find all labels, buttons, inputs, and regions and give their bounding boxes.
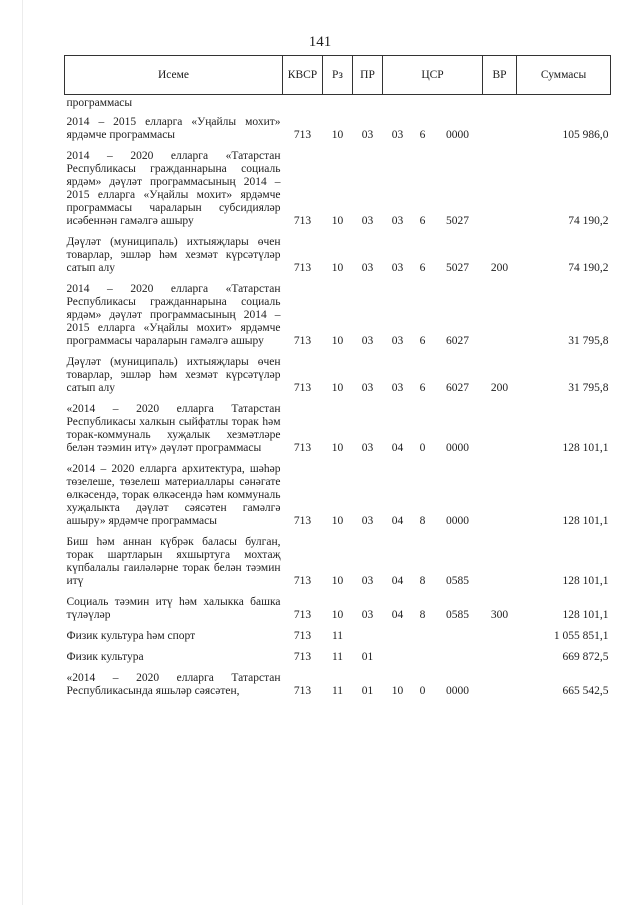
row-sum: 128 101,1: [562, 575, 609, 587]
row-sum: 1 055 851,1: [553, 630, 609, 642]
row-csr-1: 03: [391, 382, 404, 394]
row-rz: 10: [331, 442, 344, 454]
row-csr-1: 03: [391, 215, 404, 227]
row-vr: [483, 647, 517, 668]
header-csr: ЦСР: [383, 56, 483, 95]
row-kvsr: 713: [293, 515, 312, 527]
row-name: Социаль тәэмин итү һәм халыкка башка түләүләр: [66, 596, 281, 621]
row-sum: 74 190,2: [568, 262, 609, 274]
row-pr: [353, 95, 383, 113]
row-pr: 01: [361, 685, 374, 697]
row-pr: 03: [361, 129, 374, 141]
row-kvsr: 713: [293, 630, 312, 642]
row-csr-3: 0000: [446, 515, 470, 527]
header-name: Исеме: [65, 56, 283, 95]
row-sum: 128 101,1: [562, 515, 609, 527]
row-rz: 10: [331, 515, 344, 527]
header-rz: Рз: [323, 56, 353, 95]
row-pr: 01: [361, 651, 374, 663]
header-sum: Суммасы: [517, 56, 611, 95]
row-csr-2: 6: [419, 335, 426, 347]
row-vr: [483, 459, 517, 532]
table-row: [65, 232, 611, 279]
row-csr-2: 6: [419, 382, 426, 394]
row-sum: 128 101,1: [562, 442, 609, 454]
table-row: [65, 668, 611, 702]
row-csr-1: [383, 95, 413, 113]
header-kvsr: КВСР: [283, 56, 323, 95]
row-name: Физик культура: [66, 651, 144, 663]
row-kvsr: 713: [293, 575, 312, 587]
row-name: «2014 – 2020 елларга архитектура, шәһәр төзелеше, төзелеш материаллары сәнәгате өлкәсендә, торак өлкәсендә һәм коммуналь хуҗалыкта дәүләт сәясәтен гамәлгә ашыру» ярдәмче программасы: [66, 463, 281, 527]
row-csr-3: [433, 647, 483, 668]
row-sum: 31 795,8: [568, 382, 609, 394]
row-kvsr: 713: [293, 335, 312, 347]
row-csr-3: [433, 95, 483, 113]
row-csr-3: 0000: [446, 129, 470, 141]
table-row: [65, 112, 611, 146]
row-csr-2: 8: [419, 575, 426, 587]
row-name: 2014 – 2020 елларга «Татарстан Республикасы гражданнарына социаль ярдәм» дәүләт программасының 2014 – 2015 елларга «Уңайлы мохит» ярдәмче программасы чараларын субсидияләр исәбеннән гамәлгә ашыру: [66, 150, 281, 227]
row-name: программасы: [66, 97, 133, 109]
row-rz: 11: [331, 630, 344, 642]
row-csr-2: 6: [419, 262, 426, 274]
table-row: [65, 95, 611, 113]
row-pr: 03: [361, 442, 374, 454]
row-vr: [483, 146, 517, 232]
row-csr-3: 0000: [446, 442, 470, 454]
row-vr: [483, 532, 517, 592]
row-pr: 03: [361, 262, 374, 274]
row-kvsr: 713: [293, 262, 312, 274]
scan-edge-line: [22, 0, 23, 905]
row-csr-3: 0585: [446, 575, 470, 587]
row-csr-1: 10: [391, 685, 404, 697]
table-row: [65, 532, 611, 592]
row-csr-3: 5027: [446, 262, 470, 274]
row-pr: [353, 626, 383, 647]
row-sum: 31 795,8: [568, 335, 609, 347]
row-vr: [483, 399, 517, 459]
table-row: [65, 459, 611, 532]
row-csr-2: 8: [419, 609, 426, 621]
row-name: Дәүләт (муниципаль) ихтыяҗлары өчен товарлар, эшләр һәм хезмәт күрсәтүләр сатып алу: [66, 356, 281, 394]
row-kvsr: 713: [293, 382, 312, 394]
row-vr: [483, 279, 517, 352]
row-pr: 03: [361, 515, 374, 527]
row-csr-3: 0585: [446, 609, 470, 621]
row-sum: 128 101,1: [562, 609, 609, 621]
row-sum: [517, 95, 611, 113]
row-rz: 10: [331, 215, 344, 227]
row-rz: 10: [331, 609, 344, 621]
table-header-row: [65, 56, 611, 95]
row-name: 2014 – 2020 елларга «Татарстан Республикасы гражданнарына социаль ярдәм» дәүләт программасының 2014 – 2015 елларга «Уңайлы мохит» ярдәмче программасы чараларын гамәлгә ашыру: [66, 283, 281, 347]
row-csr-1: 03: [391, 335, 404, 347]
row-rz: 10: [331, 335, 344, 347]
row-kvsr: 713: [293, 215, 312, 227]
row-csr-3: 6027: [446, 335, 470, 347]
row-kvsr: 713: [293, 129, 312, 141]
row-vr: [483, 95, 517, 113]
row-vr: [483, 112, 517, 146]
row-rz: 11: [331, 685, 344, 697]
row-name: «2014 – 2020 елларга Татарстан Республикасында яшьләр сәясәтен,: [66, 672, 281, 697]
row-sum: 669 872,5: [562, 651, 609, 663]
row-kvsr: 713: [293, 651, 312, 663]
row-kvsr: 713: [293, 442, 312, 454]
row-rz: 11: [331, 651, 344, 663]
row-csr-1: 04: [391, 515, 404, 527]
row-name: 2014 – 2015 елларга «Уңайлы мохит» ярдәмче программасы: [66, 116, 281, 141]
row-kvsr: 713: [293, 609, 312, 621]
row-vr: [483, 668, 517, 702]
table-row: [65, 592, 611, 626]
row-rz: 10: [331, 262, 344, 274]
row-csr-2: [413, 626, 433, 647]
table-row: [65, 399, 611, 459]
row-pr: 03: [361, 609, 374, 621]
row-kvsr: 713: [293, 685, 312, 697]
row-rz: 10: [331, 129, 344, 141]
row-pr: 03: [361, 382, 374, 394]
row-kvsr: [283, 95, 323, 113]
row-csr-2: 6: [419, 215, 426, 227]
row-csr-1: 03: [391, 129, 404, 141]
row-csr-2: 0: [419, 685, 426, 697]
row-rz: 10: [331, 575, 344, 587]
row-name: Биш һәм аннан күбрәк баласы булган, торак шартларын яхшыртуга мохтаҗ күпбалалы гаиләләрне торак белән тәэмин итү: [66, 536, 281, 587]
row-vr: 200: [490, 382, 509, 394]
row-csr-2: 6: [419, 129, 426, 141]
row-rz: [323, 95, 353, 113]
row-vr: 300: [490, 609, 509, 621]
row-sum: 74 190,2: [568, 215, 609, 227]
table-row: [65, 279, 611, 352]
row-pr: 03: [361, 215, 374, 227]
row-pr: 03: [361, 335, 374, 347]
row-csr-1: 04: [391, 609, 404, 621]
row-csr-1: [383, 647, 413, 668]
row-csr-1: 04: [391, 575, 404, 587]
header-vr: ВР: [483, 56, 517, 95]
row-pr: 03: [361, 575, 374, 587]
row-csr-3: 6027: [446, 382, 470, 394]
row-csr-2: 8: [419, 515, 426, 527]
row-csr-1: 04: [391, 442, 404, 454]
row-vr: [483, 626, 517, 647]
row-name: Дәүләт (муниципаль) ихтыяҗлары өчен товарлар, эшләр һәм хезмәт күрсәтүләр сатып алу: [66, 236, 281, 274]
row-name: Физик культура һәм спорт: [66, 630, 196, 642]
row-name: «2014 – 2020 елларга Татарстан Республикасы халкын сыйфатлы торак һәм торак-коммуналь хуҗалык хезмәтләре белән тәэмин итү» дәүләт программасы: [66, 403, 281, 454]
header-pr: ПР: [353, 56, 383, 95]
row-vr: 200: [490, 262, 509, 274]
row-sum: 665 542,5: [562, 685, 609, 697]
page-number: 141: [308, 34, 332, 50]
row-csr-1: [383, 626, 413, 647]
budget-table: [64, 55, 611, 702]
row-csr-2: [413, 95, 433, 113]
row-csr-3: 5027: [446, 215, 470, 227]
row-rz: 10: [331, 382, 344, 394]
row-csr-3: [433, 626, 483, 647]
table-row: [65, 352, 611, 399]
table-row: [65, 647, 611, 668]
table-row: [65, 626, 611, 647]
table-row: [65, 146, 611, 232]
row-csr-2: [413, 647, 433, 668]
row-csr-1: 03: [391, 262, 404, 274]
row-sum: 105 986,0: [562, 129, 609, 141]
row-csr-3: 0000: [446, 685, 470, 697]
row-csr-2: 0: [419, 442, 426, 454]
